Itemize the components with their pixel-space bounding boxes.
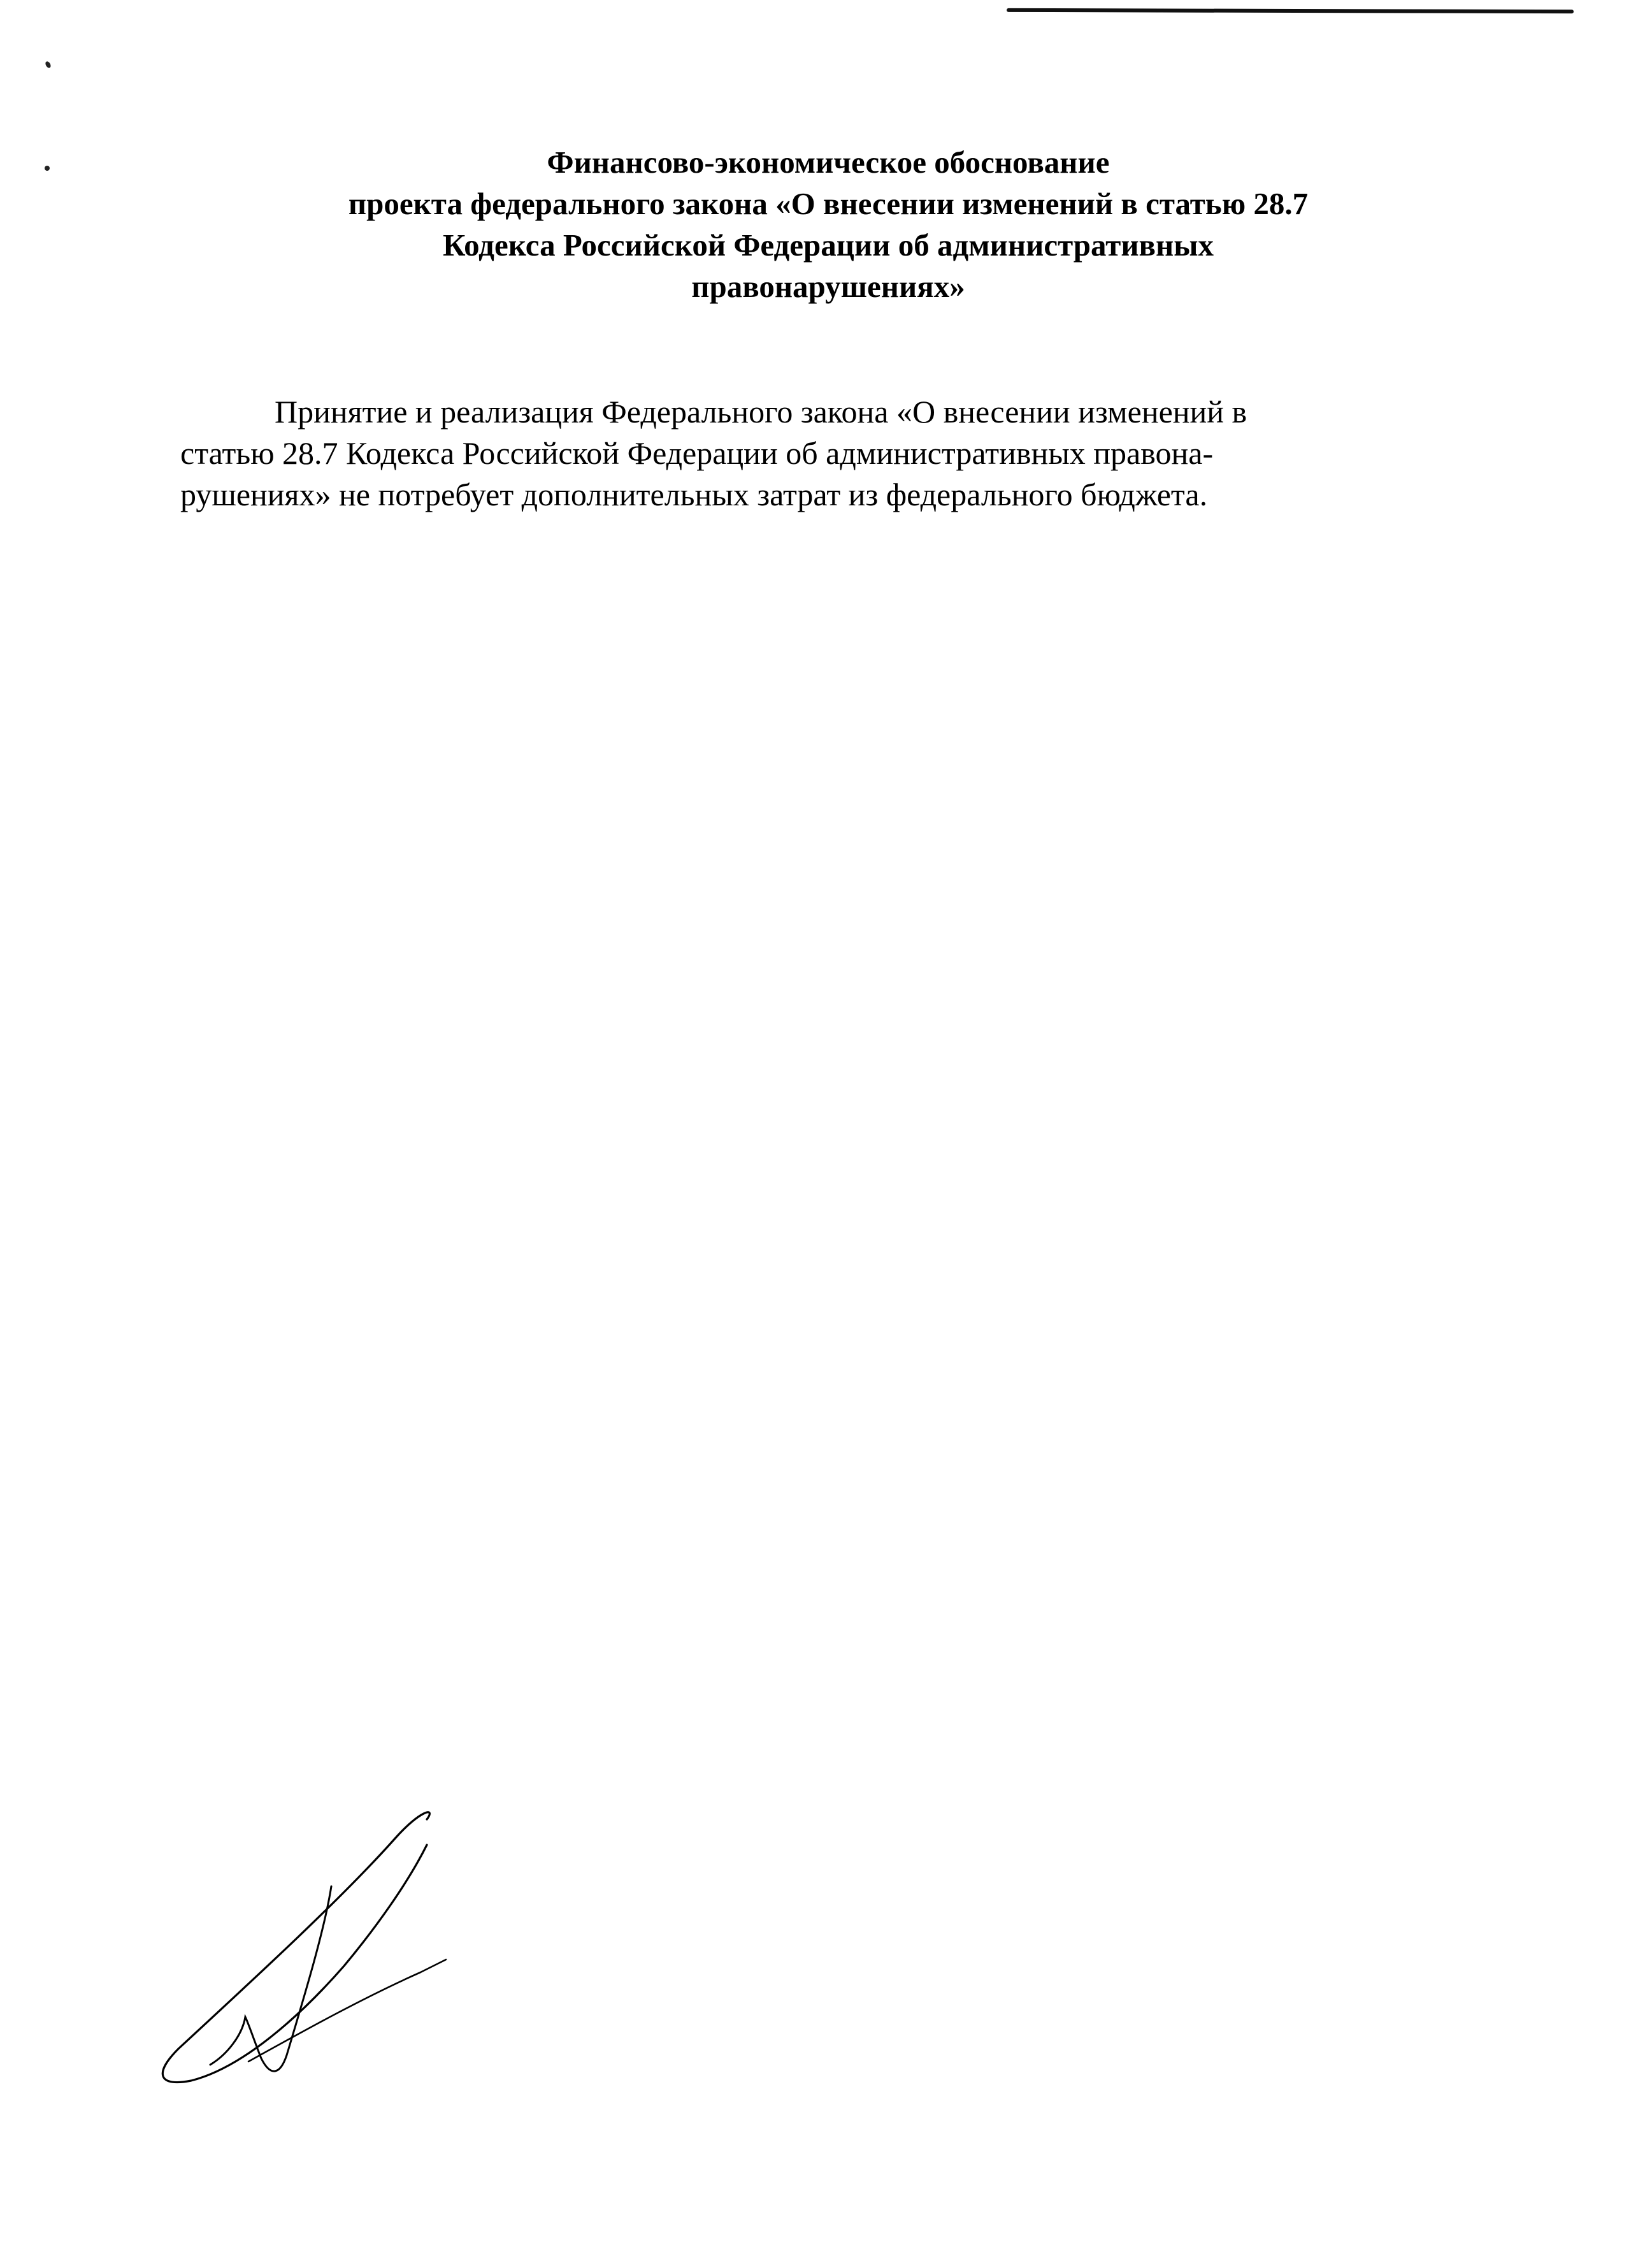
title-line: правонарушениях» — [691, 269, 965, 304]
document-title — [166, 141, 1491, 307]
body-line: Принятие и реализация Федерального закона «О внесении изменений в — [275, 394, 1247, 430]
scan-speck — [45, 61, 52, 69]
scan-speck — [45, 166, 50, 171]
title-line: проекта федерального закона «О внесении изменений в статью 28.7 — [348, 186, 1309, 221]
title-line: Кодекса Российской Федерации об административных — [443, 228, 1214, 263]
title-line: Финансово-экономическое обоснование — [547, 145, 1110, 180]
body-line: рушениях» не потребует дополнительных затрат из федерального бюджета. — [180, 477, 1208, 512]
top-scan-line — [1007, 8, 1574, 13]
body-line: статью 28.7 Кодекса Российской Федерации об административных правона- — [180, 435, 1214, 471]
body-paragraph — [180, 391, 1397, 516]
handwritten-signature — [153, 1807, 459, 2087]
